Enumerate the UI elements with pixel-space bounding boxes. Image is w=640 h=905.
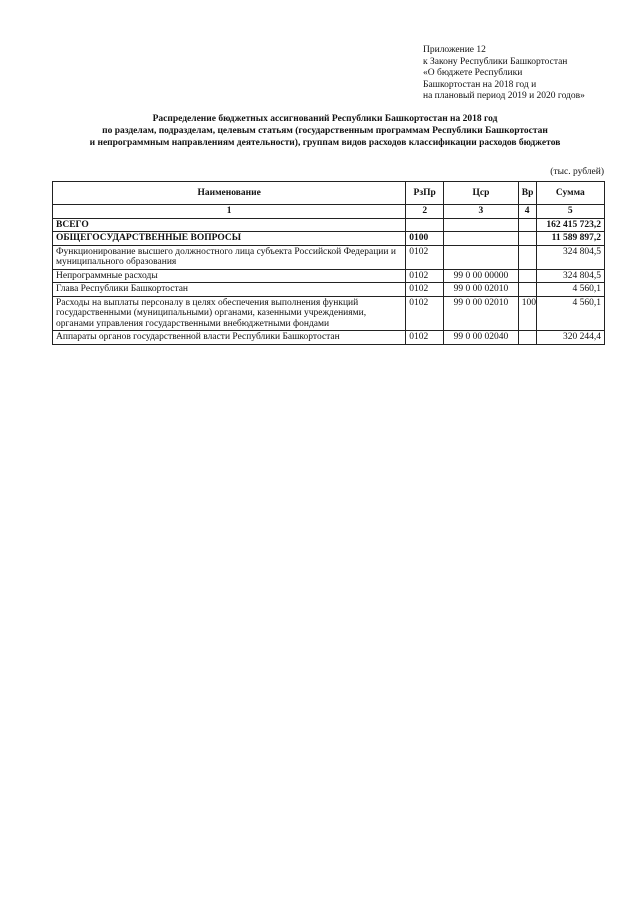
row-sum: 320 244,4 xyxy=(536,331,604,345)
header-csr: Цср xyxy=(444,182,519,205)
title-line: и непрограммным направлениям деятельности), группам видов расходов классификации расходов бюджетов xyxy=(89,138,561,148)
appendix-line: «О бюджете Республики xyxy=(423,68,523,78)
appendix-line: к Закону Республики Башкортостан xyxy=(423,56,568,67)
units-note: (тыс. рублей) xyxy=(550,167,604,177)
row-rzpr: 0102 xyxy=(406,269,444,283)
row-vr xyxy=(518,269,536,283)
title-line: по разделам, подразделам, целевым статьям (государственным программам Республики Башкортостан xyxy=(102,126,548,136)
row-vr: 100 xyxy=(518,296,536,331)
row-vr xyxy=(518,331,536,345)
appendix-line: Приложение 12 xyxy=(423,45,486,55)
appendix-note xyxy=(423,45,633,103)
row-vr xyxy=(518,232,536,246)
table-row xyxy=(53,296,605,331)
row-rzpr: 0102 xyxy=(406,283,444,297)
table-row xyxy=(53,331,605,345)
row-vr xyxy=(518,283,536,297)
row-rzpr: 0102 xyxy=(406,296,444,331)
row-sum: 4 560,1 xyxy=(536,296,604,331)
row-rzpr: 0102 xyxy=(406,331,444,345)
row-vr xyxy=(518,245,536,269)
header-sum: Сумма xyxy=(536,182,604,205)
row-csr xyxy=(444,218,519,232)
column-number: 3 xyxy=(444,205,519,219)
row-name: Функционирование высшего должностного лица субъекта Российской Федерации и муниципального образования xyxy=(53,245,406,269)
row-csr: 99 0 00 00000 xyxy=(444,269,519,283)
row-csr: 99 0 00 02010 xyxy=(444,296,519,331)
header-row xyxy=(53,182,605,205)
table-row xyxy=(53,245,605,269)
column-number: 4 xyxy=(518,205,536,219)
header-rzpr: РзПр xyxy=(406,182,444,205)
row-sum: 162 415 723,2 xyxy=(536,218,604,232)
row-csr xyxy=(444,232,519,246)
row-name: Аппараты органов государственной власти Республики Башкортостан xyxy=(53,331,406,345)
row-csr xyxy=(444,245,519,269)
row-rzpr: 0100 xyxy=(406,232,444,246)
title-line: Распределение бюджетных ассигнований Республики Башкортостан на 2018 год xyxy=(152,114,498,124)
row-sum: 11 589 897,2 xyxy=(536,232,604,246)
row-vr xyxy=(518,218,536,232)
document-title xyxy=(40,113,610,149)
row-rzpr: 0102 xyxy=(406,245,444,269)
column-number: 2 xyxy=(406,205,444,219)
row-rzpr xyxy=(406,218,444,232)
row-name: Глава Республики Башкортостан xyxy=(53,283,406,297)
row-sum: 324 804,5 xyxy=(536,245,604,269)
appendix-line: Башкортостан на 2018 год и xyxy=(423,79,537,90)
table-row xyxy=(53,269,605,283)
table-row xyxy=(53,283,605,297)
column-number: 5 xyxy=(536,205,604,219)
column-number: 1 xyxy=(53,205,406,219)
table-row xyxy=(53,232,605,246)
column-number-row xyxy=(53,205,605,219)
table-row xyxy=(53,218,605,232)
row-sum: 4 560,1 xyxy=(536,283,604,297)
header-vr: Вр xyxy=(518,182,536,205)
row-csr: 99 0 00 02010 xyxy=(444,283,519,297)
row-csr: 99 0 00 02040 xyxy=(444,331,519,345)
row-name: Расходы на выплаты персоналу в целях обеспечения выполнения функций государственными (муниципальными) органами, казенными учреждениями, органами управления государственными внебюджетными фондами xyxy=(53,296,406,331)
row-name: ОБЩЕГОСУДАРСТВЕННЫЕ ВОПРОСЫ xyxy=(53,232,406,246)
header-name: Наименование xyxy=(53,182,406,205)
budget-table xyxy=(52,181,605,345)
appendix-line: на плановый период 2019 и 2020 годов» xyxy=(423,91,585,101)
row-name: Непрограммные расходы xyxy=(53,269,406,283)
row-name: ВСЕГО xyxy=(53,218,406,232)
row-sum: 324 804,5 xyxy=(536,269,604,283)
